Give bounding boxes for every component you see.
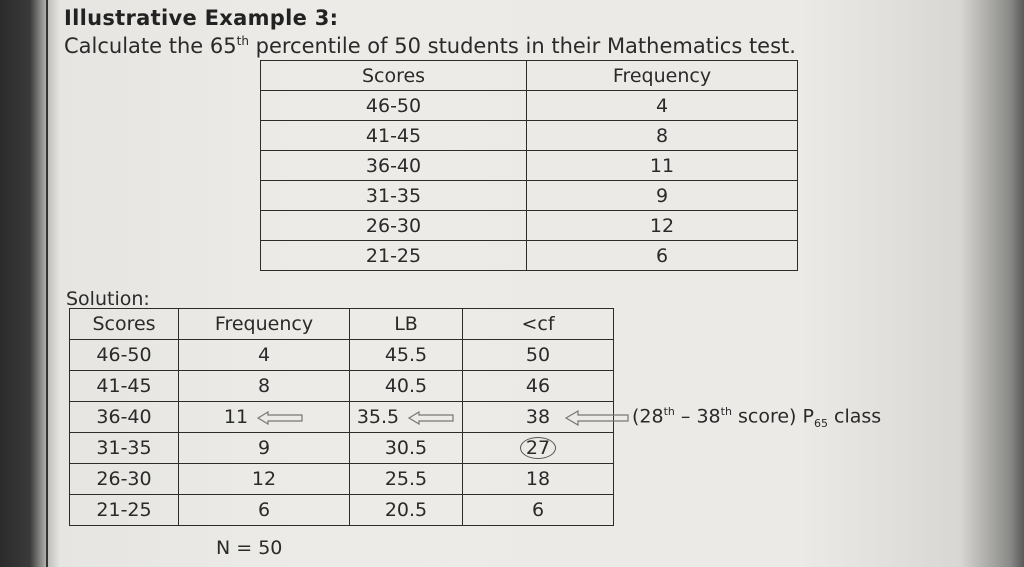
cf-cell: 38 [463,402,614,433]
note-open: (28 [632,405,664,428]
question-suffix: percentile of 50 students in their Mathematics test. [248,34,796,58]
cf-cell [463,433,614,464]
table-row [261,211,798,241]
table-row [261,181,798,211]
solution-label: Solution: [66,288,150,310]
cf-cell: 6 [463,495,614,526]
score-cell: 36-40 [261,151,527,181]
table-row [70,371,614,402]
table-row [70,495,614,526]
score-cell: 41-45 [261,121,527,151]
solution-table [69,308,614,526]
circled-cf-value: 27 [520,437,556,459]
score-cell: 46-50 [70,340,179,371]
score-cell: 46-50 [261,91,527,121]
score-cell: 41-45 [70,371,179,402]
lb-cell: 20.5 [350,495,463,526]
lb-value: 35.5 [356,406,400,428]
table-row [70,433,614,464]
cf-cell: 18 [463,464,614,495]
table-row-percentile-class [70,402,614,433]
given-header-scores: Scores [261,61,527,91]
table-row [261,151,798,181]
frequency-cell: 9 [179,433,350,464]
note-sup: th [720,405,732,418]
table-row [261,121,798,151]
frequency-cell [179,402,350,433]
frequency-cell: 11 [527,151,798,181]
table-row [261,241,798,271]
left-arrow-icon [256,411,304,425]
table-row [261,91,798,121]
score-cell: 36-40 [70,402,179,433]
solution-header-scores: Scores [70,309,179,340]
score-cell: 31-35 [261,181,527,211]
left-arrow-icon [407,411,455,425]
cf-cell: 50 [463,340,614,371]
question-text [64,34,796,58]
n-value: N = 50 [216,537,283,559]
question-sup: th [236,34,249,48]
document-page [46,0,1018,567]
frequency-cell: 12 [527,211,798,241]
solution-header-frequency: Frequency [179,309,350,340]
given-table-header-row [261,61,798,91]
score-cell: 21-25 [70,495,179,526]
frequency-cell: 4 [179,340,350,371]
table-row [70,464,614,495]
given-table [260,60,798,271]
score-cell: 26-30 [261,211,527,241]
lb-cell [350,402,463,433]
percentile-class-note [632,405,881,430]
table-row [70,340,614,371]
lb-cell: 25.5 [350,464,463,495]
note-end: class [827,405,882,428]
question-prefix: Calculate the 65 [64,34,237,58]
left-arrow-icon [564,410,630,426]
solution-table-header-row [70,309,614,340]
frequency-cell: 6 [179,495,350,526]
frequency-cell: 8 [179,371,350,402]
given-header-frequency: Frequency [527,61,798,91]
lb-cell: 45.5 [350,340,463,371]
solution-header-cf: <cf [463,309,614,340]
frequency-cell: 4 [527,91,798,121]
lb-cell: 40.5 [350,371,463,402]
frequency-value: 11 [223,406,249,428]
note-after: score) P [731,405,814,428]
note-sup: th [663,405,675,418]
frequency-cell: 12 [179,464,350,495]
frequency-cell: 9 [527,181,798,211]
score-cell: 31-35 [70,433,179,464]
frequency-cell: 8 [527,121,798,151]
solution-header-lb: LB [350,309,463,340]
example-title: Illustrative Example 3: [64,6,339,30]
note-sub: 65 [813,417,828,431]
note-mid: – 38 [674,405,721,428]
score-cell: 26-30 [70,464,179,495]
score-cell: 21-25 [261,241,527,271]
lb-cell: 30.5 [350,433,463,464]
cf-cell: 46 [463,371,614,402]
frequency-cell: 6 [527,241,798,271]
